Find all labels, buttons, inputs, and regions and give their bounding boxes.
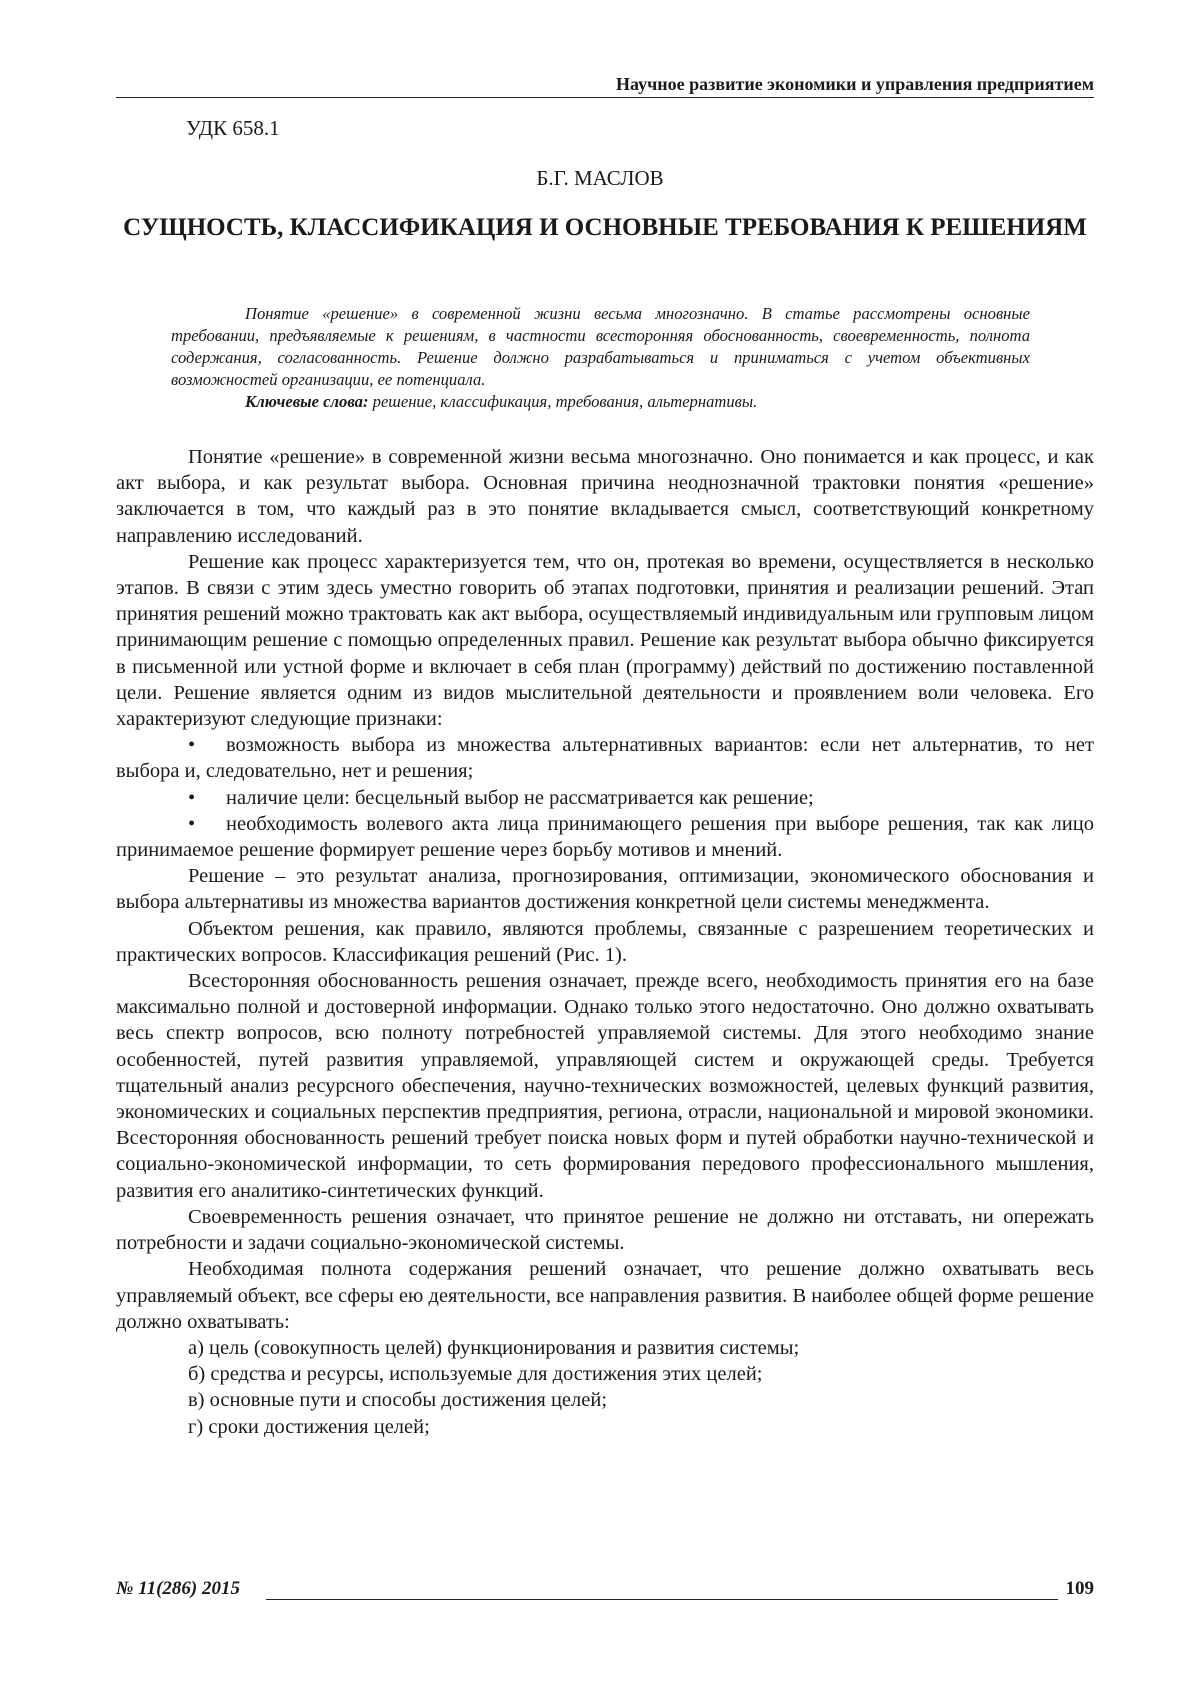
paragraph: Своевременность решения означает, что принятое решение не должно ни отставать, ни опережать потребности и задачи социально-экономической системы.	[116, 1204, 1094, 1256]
page-number: 109	[1066, 1578, 1095, 1600]
bullet-item	[116, 811, 1094, 863]
paragraph: Решение – это результат анализа, прогнозирования, оптимизации, экономического обоснования и выбора альтернативы из множества вариантов достижения конкретной цели системы менеджмента.	[116, 863, 1094, 915]
list-item: а) цель (совокупность целей) функционирования и развития системы;	[116, 1335, 1094, 1361]
list-item: г) сроки достижения целей;	[116, 1414, 1094, 1440]
author-name: Б.Г. МАСЛОВ	[0, 166, 1200, 191]
bullet-item	[116, 785, 1094, 811]
paragraph: Объектом решения, как правило, являются проблемы, связанные с разрешением теоретических и практических вопросов. Классификация решений (Рис. 1).	[116, 916, 1094, 968]
bullet-mark: •	[188, 811, 226, 837]
keywords-text: решение, классификация, требования, альтернативы.	[373, 392, 758, 411]
bullet-mark: •	[188, 785, 226, 811]
keywords-label: Ключевые слова:	[245, 392, 368, 411]
paragraph: Решение как процесс характеризуется тем, что он, протекая во времени, осуществляется в несколько этапов. В связи с этим здесь уместно говорить об этапах подготовки, принятия и реализации решений. Этап принятия решений можно трактовать как акт выбора, осуществляемый индивидуальным или групповым лицом принимающим решение с помощью определенных правил. Решение как результат выбора обычно фиксируется в письменной или устной форме и включает в себя план (программу) действий по достижению поставленной цели. Решение является одним из видов мыслительной деятельности и проявлением воли человека. Его характеризуют следующие признаки:	[116, 549, 1094, 732]
article-body	[116, 444, 1094, 1440]
footer-rule	[266, 1599, 1058, 1600]
journal-page	[0, 0, 1200, 1698]
paragraph: Всесторонняя обоснованность решения означает, прежде всего, необходимость принятия его на базе максимально полной и достоверной информации. Однако только этого недостаточно. Оно должно охватывать весь спектр вопросов, всю полноту потребностей управляемой системы. Для этого необходимо знание особенностей, путей развития управляемой, управляющей систем и окружающей среды. Требуется тщательный анализ ресурсного обеспечения, научно-технических возможностей, целевых функций развития, экономических и социальных перспектив предприятия, региона, отрасли, национальной и мировой экономики. Всесторонняя обоснованность решений требует поиска новых форм и путей обработки научно-технической и социально-экономической информации, то сеть формирования передового профессионального мышления, развития его аналитико-синтетических функций.	[116, 968, 1094, 1204]
list-item: в) основные пути и способы достижения целей;	[116, 1387, 1094, 1413]
paragraph: Понятие «решение» в современной жизни весьма многозначно. Оно понимается и как процесс, и как акт выбора, и как результат выбора. Основная причина неоднозначной трактовки понятия «решение» заключается в том, что каждый раз в это понятие вкладывается смысл, соответствующий конкретному направлению исследований.	[116, 444, 1094, 549]
abstract-text: Понятие «решение» в современной жизни весьма многозначно. В статье рассмотрены основные требовании, предъявляемые к решениям, в частности всесторонняя обоснованность, своевременность, полнота содержания, согласованность. Решение должно разрабатываться и приниматься с учетом объективных возможностей организации, ее потенциала.	[171, 303, 1030, 391]
issue-number: № 11(286) 2015	[116, 1578, 244, 1600]
bullet-mark: •	[188, 732, 226, 758]
journal-title: Научное развитие экономики и управления предприятием	[616, 74, 1094, 94]
bullet-text: необходимость волевого акта лица принимающего решения при выборе решения, так как лицо принимаемое решение формирует решение через борьбу мотивов и мнений.	[116, 813, 1094, 861]
article-title: СУЩНОСТЬ, КЛАССИФИКАЦИЯ И ОСНОВНЫЕ ТРЕБОВАНИЯ К РЕШЕНИЯМ	[116, 212, 1094, 243]
list-item: б) средства и ресурсы, используемые для достижения этих целей;	[116, 1361, 1094, 1387]
running-header	[116, 74, 1094, 98]
bullet-text: возможность выбора из множества альтернативных вариантов: если нет альтернатив, то нет выбора и, следовательно, нет и решения;	[116, 734, 1094, 782]
bullet-text: наличие цели: бесцельный выбор не рассматривается как решение;	[226, 787, 814, 809]
keywords-line	[171, 391, 1030, 413]
bullet-item	[116, 732, 1094, 784]
udk-code: УДК 658.1	[186, 116, 280, 141]
abstract	[171, 303, 1030, 413]
paragraph: Необходимая полнота содержания решений означает, что решение должно охватывать весь управляемый объект, все сферы ею деятельности, все направления развития. В наиболее общей форме решение должно охватывать:	[116, 1256, 1094, 1335]
page-footer	[116, 1578, 1094, 1606]
